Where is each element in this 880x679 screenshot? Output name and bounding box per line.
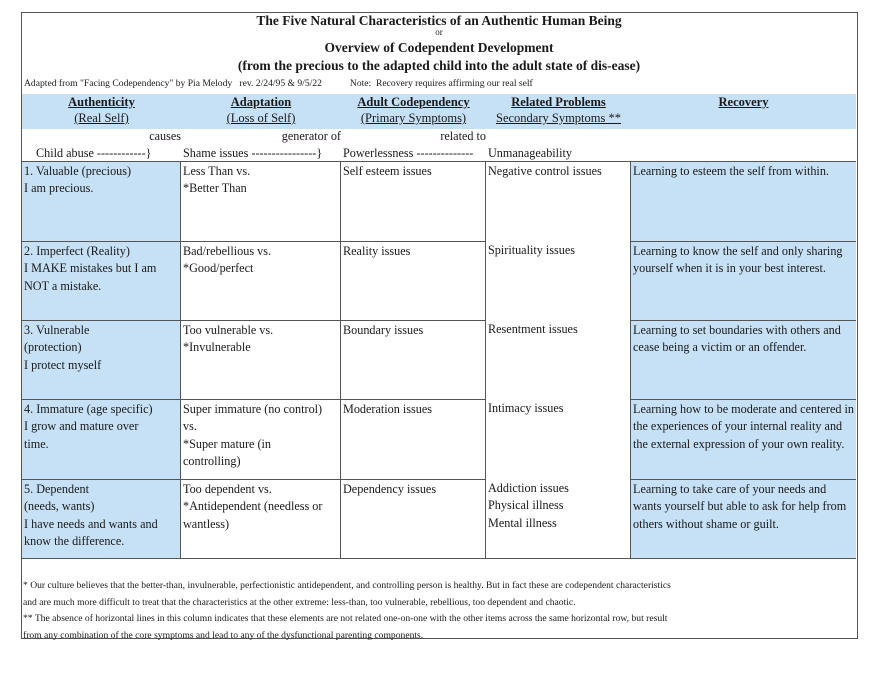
recovery-note: Note: Recovery requires affirming our real self: [349, 78, 533, 89]
cell-authenticity: [22, 479, 181, 558]
authenticity-line: I MAKE mistakes but I am: [24, 261, 157, 276]
cell-codependency: [341, 399, 486, 479]
authenticity-line: I have needs and wants and: [24, 516, 158, 531]
related-line: Intimacy issues: [488, 401, 564, 415]
footnotes: [23, 578, 853, 644]
adaptation-line: Too vulnerable vs.: [183, 323, 274, 337]
header-codependency-title: Adult Codependency: [357, 95, 470, 109]
adaptation-line: controlling): [183, 454, 241, 469]
cell-related: [486, 479, 631, 558]
header-related-sub: Secondary Symptoms **: [496, 111, 621, 125]
cell-adaptation: [181, 241, 341, 320]
relation-shame-issues: Shame issues ----------------}: [183, 146, 323, 160]
document-sheet: [21, 12, 858, 639]
header-recovery-title: Recovery: [718, 95, 769, 109]
adaptation-line: Bad/rebellious vs.: [183, 244, 272, 258]
codependency-text: Moderation issues: [343, 402, 433, 416]
cell-authenticity: [22, 320, 181, 399]
footnote-line: from any combination of the core symptoms and lead to any of the dysfunctional parenting components.: [23, 629, 424, 641]
table-row: [22, 479, 856, 558]
table-row: [22, 320, 856, 399]
cell-related: [486, 399, 631, 479]
cell-authenticity: [22, 241, 181, 320]
table-row: [22, 241, 856, 320]
header-authenticity-title: Authenticity: [68, 95, 135, 109]
header-authenticity: [22, 94, 181, 126]
cell-related: [486, 241, 631, 320]
adaptation-line: *Good/perfect: [183, 261, 254, 276]
codependency-text: Dependency issues: [343, 482, 437, 496]
table-row: [22, 399, 856, 479]
cell-codependency: [341, 479, 486, 558]
recovery-text: Learning to set boundaries with others and cease being a victim or an offender.: [633, 323, 841, 355]
relation-causes: causes: [149, 129, 181, 143]
adaptation-line: wantless): [183, 516, 230, 531]
cell-recovery: [631, 320, 856, 399]
adaptation-line: Super immature (no control): [183, 402, 323, 416]
related-line: Negative control issues: [488, 164, 602, 178]
adaptation-line: *Super mature (in: [183, 436, 271, 451]
authenticity-line: know the difference.: [24, 534, 125, 549]
adaptation-line: *Invulnerable: [183, 340, 251, 355]
authenticity-line: 1. Valuable (precious): [24, 164, 132, 178]
cell-authenticity: [22, 399, 181, 479]
cell-codependency: [341, 320, 486, 399]
relation-unmanageability: Unmanageability: [488, 146, 572, 160]
authenticity-line: 3. Vulnerable: [24, 323, 90, 337]
relation-row-bottom: [22, 146, 856, 162]
authenticity-line: NOT a mistake.: [24, 278, 102, 293]
cell-recovery: [631, 161, 856, 241]
footnote-line: ** The absence of horizontal lines in this column indicates that these elements are not related one-on-one with the other items across the same horizontal row, but result: [23, 613, 668, 624]
related-line: Resentment issues: [488, 322, 578, 336]
adaptation-line: Too dependent vs.: [183, 482, 272, 496]
adaptation-line: *Antidependent (needless or: [183, 499, 323, 514]
header-related-title: Related Problems: [511, 95, 606, 109]
related-line: Addiction issues: [488, 481, 569, 495]
adaptation-line: Less Than vs.: [183, 164, 251, 178]
relation-child-abuse: Child abuse ------------}: [36, 146, 152, 160]
recovery-text: Learning to esteem the self from within.: [633, 164, 829, 178]
authenticity-line: (needs, wants): [24, 499, 95, 514]
recovery-text: Learning to take care of your needs and wants yourself but able to ask for help from others without shame or guilt.: [633, 482, 847, 531]
cell-codependency: [341, 161, 486, 241]
adaptation-line: *Better Than: [183, 181, 247, 196]
title-or: or: [435, 27, 443, 37]
header-related: [486, 94, 631, 126]
recovery-text: Learning to know the self and only sharing yourself when it is in your best interest.: [633, 244, 843, 276]
cell-authenticity: [22, 161, 181, 241]
relation-related-to: related to: [440, 129, 486, 143]
header-codependency: [341, 94, 486, 126]
table-row: [22, 161, 856, 241]
authenticity-line: 2. Imperfect (Reality): [24, 244, 130, 258]
cell-recovery: [631, 241, 856, 320]
cell-codependency: [341, 241, 486, 320]
authenticity-line: I grow and mature over: [24, 419, 139, 434]
header-adaptation-title: Adaptation: [230, 95, 292, 109]
relation-powerlessness: Powerlessness --------------: [343, 146, 474, 160]
footnote-line: and are much more difficult to treat that the characteristics at the other extreme: less-than, too vulnerable, rebellious, too dependent and chaotic.: [23, 596, 576, 608]
authenticity-line: 4. Immature (age specific): [24, 402, 153, 416]
related-line: Spirituality issues: [488, 243, 576, 257]
authenticity-line: 5. Dependent: [24, 482, 89, 496]
header-codependency-sub: (Primary Symptoms): [360, 111, 467, 125]
table-bottom-rule: [22, 558, 856, 559]
credit-row: [24, 77, 854, 93]
authenticity-line: I am precious.: [24, 181, 94, 196]
codependency-text: Self esteem issues: [343, 164, 432, 178]
header-adaptation-sub: (Loss of Self): [226, 111, 296, 125]
document-subtitle: Overview of Codependent Development: [324, 40, 554, 55]
cell-related: [486, 161, 631, 241]
credit-line: Adapted from "Facing Codependency" by Pia Melody rev. 2/24/95 & 9/5/22: [24, 78, 322, 89]
cell-adaptation: [181, 161, 341, 241]
header-adaptation: [181, 94, 341, 126]
codependency-text: Boundary issues: [343, 323, 424, 337]
cell-adaptation: [181, 399, 341, 479]
adaptation-line: vs.: [183, 419, 197, 434]
authenticity-line: I protect myself: [24, 357, 102, 372]
footnote-line: * Our culture believes that the better-than, invulnerable, perfectionistic antidependent, and controlling person is healthy. But in fact these are codependent characteristics: [23, 580, 671, 591]
related-line: Mental illness: [488, 515, 557, 530]
cell-adaptation: [181, 320, 341, 399]
cell-related: [486, 320, 631, 399]
cell-recovery: [631, 479, 856, 558]
related-line: Physical illness: [488, 498, 564, 513]
document-subtitle-2: (from the precious to the adapted child into the adult state of dis-ease): [237, 58, 641, 73]
cell-adaptation: [181, 479, 341, 558]
recovery-text: Learning how to be moderate and centered in the experiences of your internal reality and the external expression of your own reality.: [633, 402, 854, 451]
document-title: The Five Natural Characteristics of an Authentic Human Being: [256, 13, 622, 28]
relation-generator-of: generator of: [281, 129, 341, 143]
relation-row-top: [22, 129, 856, 145]
cell-recovery: [631, 399, 856, 479]
authenticity-line: (protection): [24, 340, 82, 355]
codependency-text: Reality issues: [343, 244, 411, 258]
header-recovery: [631, 94, 856, 110]
header-authenticity-sub: (Real Self): [74, 111, 129, 125]
authenticity-line: time.: [24, 436, 49, 451]
